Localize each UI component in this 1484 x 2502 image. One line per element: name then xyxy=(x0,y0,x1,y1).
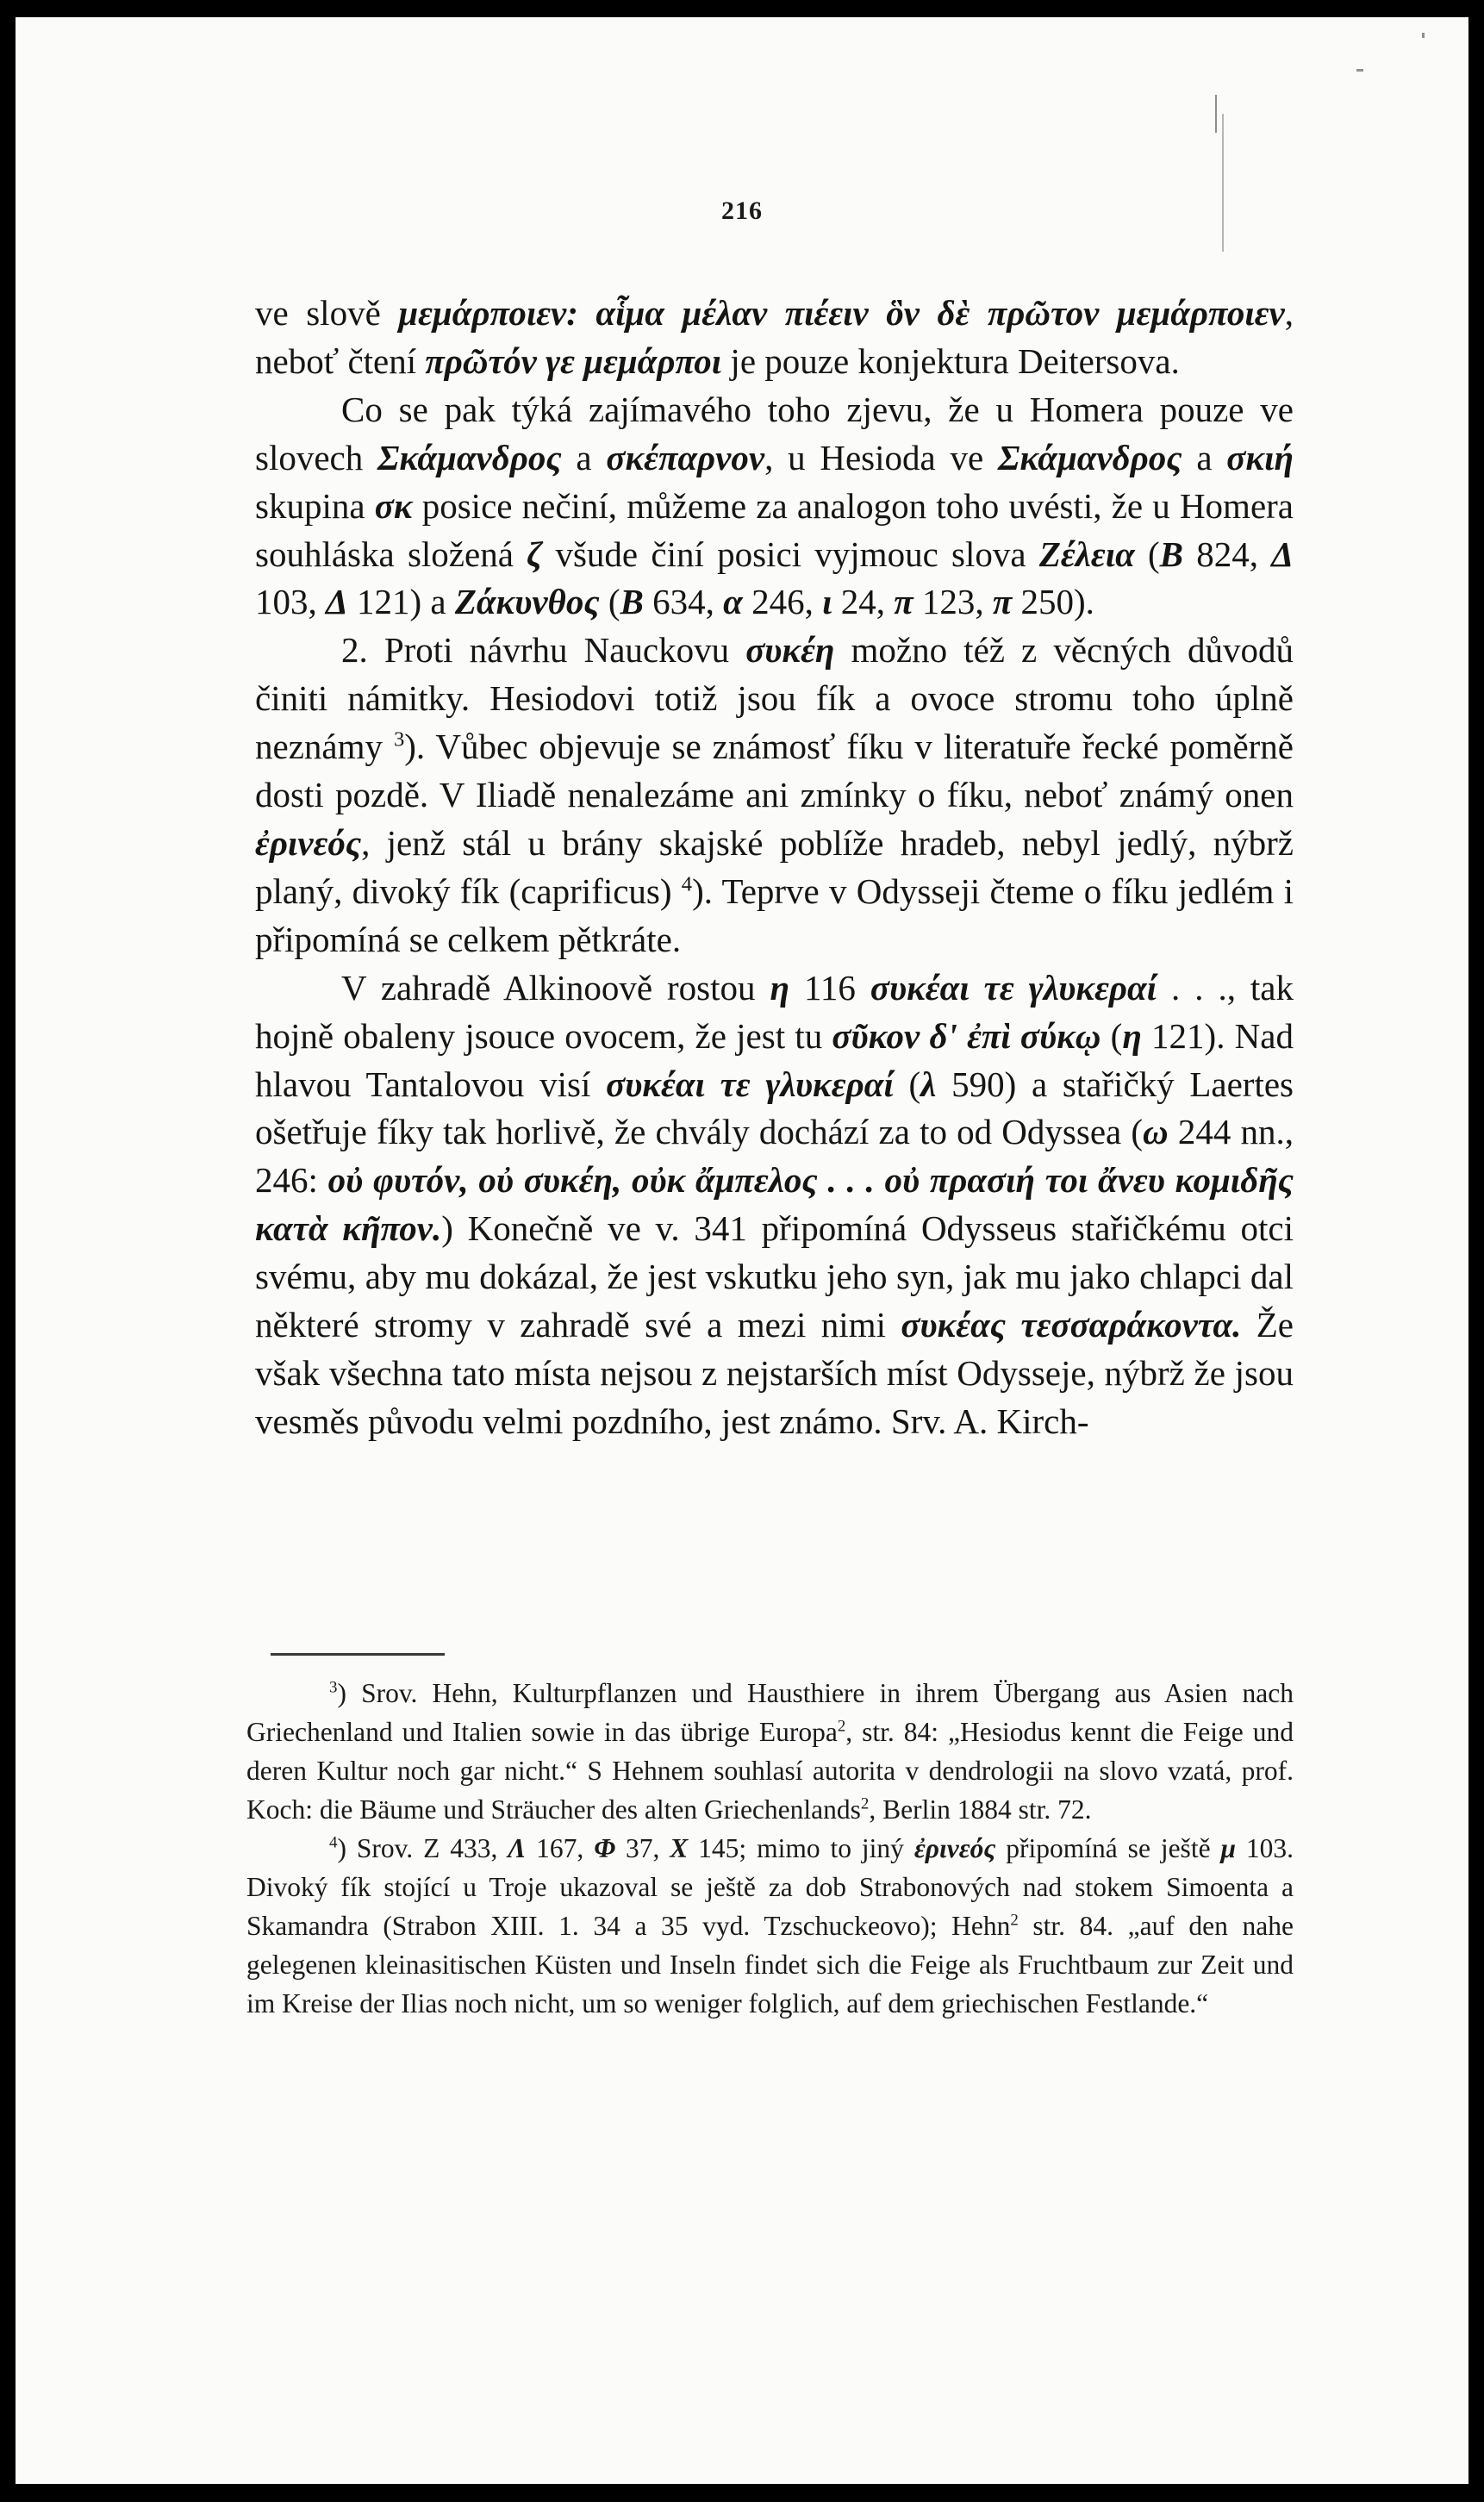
footnote-marker: 3 xyxy=(329,1678,338,1697)
greek-text: ι xyxy=(822,582,832,622)
text-run: 590) a stařičký Laertes ošetřuje fíky tak horlivě, že chvály dochází za to od Odyssea ( xyxy=(255,1064,1294,1152)
greek-text: συκέη xyxy=(745,630,835,671)
text-run: 145; mimo to jiný xyxy=(688,1833,914,1863)
greek-text: σῦκον δ' ἐπὶ σύκῳ xyxy=(832,1015,1101,1056)
text-run: 824, xyxy=(1183,533,1272,574)
text-run: Že však všechna tato místa nejsou z nejstarších míst Odysseje, nýbrž že jsou vesměs původu velmi pozdního, jest známo. Srv. A. Kirch- xyxy=(255,1305,1294,1441)
text-run: 121) a xyxy=(347,582,455,622)
greek-text: Δ xyxy=(326,582,348,622)
greek-text: Σκάμανδρος xyxy=(997,437,1182,477)
text-run: . . ., tak hojně obaleny jsouce ovocem, že jest tu xyxy=(255,967,1294,1056)
text-run: ( xyxy=(599,582,620,622)
greek-text: η xyxy=(1122,1015,1142,1056)
text-run: 244 nn., 246: xyxy=(255,1112,1294,1201)
text-run: skupina xyxy=(255,485,375,526)
greek-text: Χ xyxy=(670,1833,689,1863)
greek-text: συκέας τεσσαράκοντα. xyxy=(901,1305,1242,1345)
text-run: ( xyxy=(893,1064,921,1104)
footnote-marker: 4 xyxy=(681,872,693,896)
scan-speck xyxy=(1222,114,1224,252)
paragraph xyxy=(255,964,1294,1446)
text-run: je pouze konjektura Deitersova. xyxy=(721,340,1180,381)
text-run: a xyxy=(1182,437,1227,477)
scanned-page xyxy=(16,17,1468,2484)
greek-text: σκιή xyxy=(1226,437,1294,477)
footnote-marker: 2 xyxy=(837,1717,846,1736)
greek-text: η xyxy=(770,967,789,1008)
greek-text: Ζάκυνθος xyxy=(454,582,600,622)
greek-text: ω xyxy=(1143,1112,1169,1152)
text-run: , str. 84: „Hesiodus kennt die Feige und deren Kultur noch gar nicht.“ S Hehnem souhlasí autorita v dendrologii na slovo vzatá, prof. Koch: die Bäume und Sträucher des alten Griechenlands xyxy=(246,1717,1294,1825)
greek-text: π xyxy=(894,582,913,622)
text-run: ) Srov. Hehn, Kulturpflanzen und Hausthiere in ihrem Übergang aus Asien nach Griechenland und Italien sowie in das übrige Europa xyxy=(246,1678,1294,1747)
text-run: 246, xyxy=(742,582,823,622)
text-run: možno též z věcných důvodů činiti námitky. Hesiodovi totiž jsou fík a ovoce stromu toho úplně neznámy xyxy=(255,630,1294,767)
text-run: , jenž stál u brány skajské poblíže hradeb, nebyl jedlý, nýbrž planý, divoký fík (caprificus) xyxy=(255,822,1294,911)
greek-text: οὐ φυτόν, οὐ συκέη, οὐκ ἄμπελος . . . οὐ πρασιή τοι ἄνευ κομιδῆς κατὰ κῆπον. xyxy=(255,1160,1294,1249)
greek-text: λ xyxy=(920,1064,937,1104)
greek-text: α xyxy=(723,582,743,622)
footnote-marker: 4 xyxy=(329,1833,338,1852)
greek-text: σκέπαρνον xyxy=(606,437,765,477)
greek-text: Φ xyxy=(594,1833,616,1863)
greek-text: σκ xyxy=(374,485,413,526)
paragraph xyxy=(255,290,1294,386)
main-text xyxy=(255,290,1294,1446)
scan-speck xyxy=(1422,33,1425,38)
greek-text: πρῶτόν γε μεμάρποι xyxy=(425,340,722,381)
greek-text: ἐρινεός xyxy=(255,822,362,863)
text-run: ( xyxy=(1101,1015,1123,1056)
text-run: ) Konečně ve v. 341 připomíná Odysseus stařičkému otci svému, aby mu dokázal, že jest vskutku jeho syn, jak mu jako chlapci dal některé stromy v zahradě své a mezi nimi xyxy=(255,1208,1294,1345)
footnote-separator xyxy=(271,1653,445,1656)
scan-speck xyxy=(1215,95,1217,133)
text-run: připomíná se ještě xyxy=(995,1833,1221,1863)
text-run: 167, xyxy=(526,1833,595,1863)
text-run: ve slově xyxy=(255,293,399,333)
text-run: ). Vůbec objevuje se známosť fíku v literatuře řecké poměrně dosti pozdě. V Iliadě nenalezáme ani zmínky o fíku, neboť známý onen xyxy=(255,727,1294,815)
footnote-marker: 2 xyxy=(860,1794,870,1813)
greek-text: Σκάμανδρος xyxy=(377,437,562,477)
footnote-marker: 3 xyxy=(393,727,405,752)
text-run: posice nečiní, můžeme za analogon toho uvésti, že u Homera souhláska složená xyxy=(255,485,1294,574)
text-run: ). Teprve v Odysseji čteme o fíku jedlém i připomíná se celkem pětkráte. xyxy=(255,870,1294,959)
footnote-3 xyxy=(246,1674,1294,1829)
greek-text: Δ xyxy=(1271,533,1294,574)
text-run: V zahradě Alkinoově rostou xyxy=(341,967,770,1008)
text-run: Co se pak týká zajímavého toho zjevu, že u Homera pouze ve slovech xyxy=(255,389,1294,477)
greek-text: Β xyxy=(1159,533,1184,574)
text-run: všude činí posici vyjmouc slova xyxy=(542,533,1039,574)
greek-text: ζ xyxy=(527,533,543,574)
text-run: 103, xyxy=(255,582,326,622)
text-run: ) Srov. Z 433, xyxy=(337,1833,508,1863)
text-run: 24, xyxy=(832,582,895,622)
paragraph xyxy=(255,386,1294,627)
text-run: 250). xyxy=(1012,582,1094,622)
paragraph xyxy=(255,627,1294,964)
text-run: ( xyxy=(1134,533,1160,574)
greek-text: Ζέλεια xyxy=(1038,533,1135,574)
greek-text: μ xyxy=(1220,1833,1236,1863)
text-run: str. 84. „auf den nahe gelegenen kleinasitischen Küsten und Inseln findet sich die Feige als Fruchtbaum zur Zeit und im Kreise der Ilias noch nicht, um so weniger folglich, auf dem griechischen Festlande.“ xyxy=(246,1911,1294,2018)
greek-text: Β xyxy=(620,582,644,622)
greek-text: μεμάρποιεν: αἷμα μέλαν πιέειν ὃν δὲ πρῶτον μεμάρποιεν xyxy=(398,293,1285,333)
text-run: , neboť čtení xyxy=(255,293,1294,381)
greek-text: Λ xyxy=(508,1833,527,1863)
footnote-marker: 2 xyxy=(1010,1911,1019,1930)
text-run: , u Hesioda ve xyxy=(764,437,998,477)
text-run: 123, xyxy=(913,582,993,622)
greek-text: συκέαι τε γλυκεραί xyxy=(870,967,1157,1008)
footnote-4 xyxy=(246,1829,1294,2023)
text-run: 116 xyxy=(789,967,870,1008)
text-run: 2. Proti návrhu Nauckovu xyxy=(341,630,746,671)
footnotes xyxy=(246,1674,1294,2023)
greek-text: συκέαι τε γλυκεραί xyxy=(606,1064,894,1104)
text-run: 103. Divoký fík stojící u Troje ukazoval se ještě za dob Strabonových nad stokem Simoenta a Skamandra (Strabon XIII. 1. 34 a 35 vyd. Tzschuckeovo); Hehn xyxy=(246,1833,1294,1941)
greek-text: π xyxy=(992,582,1013,622)
text-run: 121). Nad hlavou Tantalovou visí xyxy=(255,1015,1294,1104)
greek-text: ἐρινεός xyxy=(913,1833,996,1863)
scan-speck xyxy=(1356,69,1363,72)
text-run: 634, xyxy=(643,582,724,622)
text-run: 37, xyxy=(615,1833,670,1863)
text-run: , Berlin 1884 str. 72. xyxy=(869,1794,1092,1825)
page-number: 216 xyxy=(721,197,763,225)
text-run: a xyxy=(561,437,607,477)
